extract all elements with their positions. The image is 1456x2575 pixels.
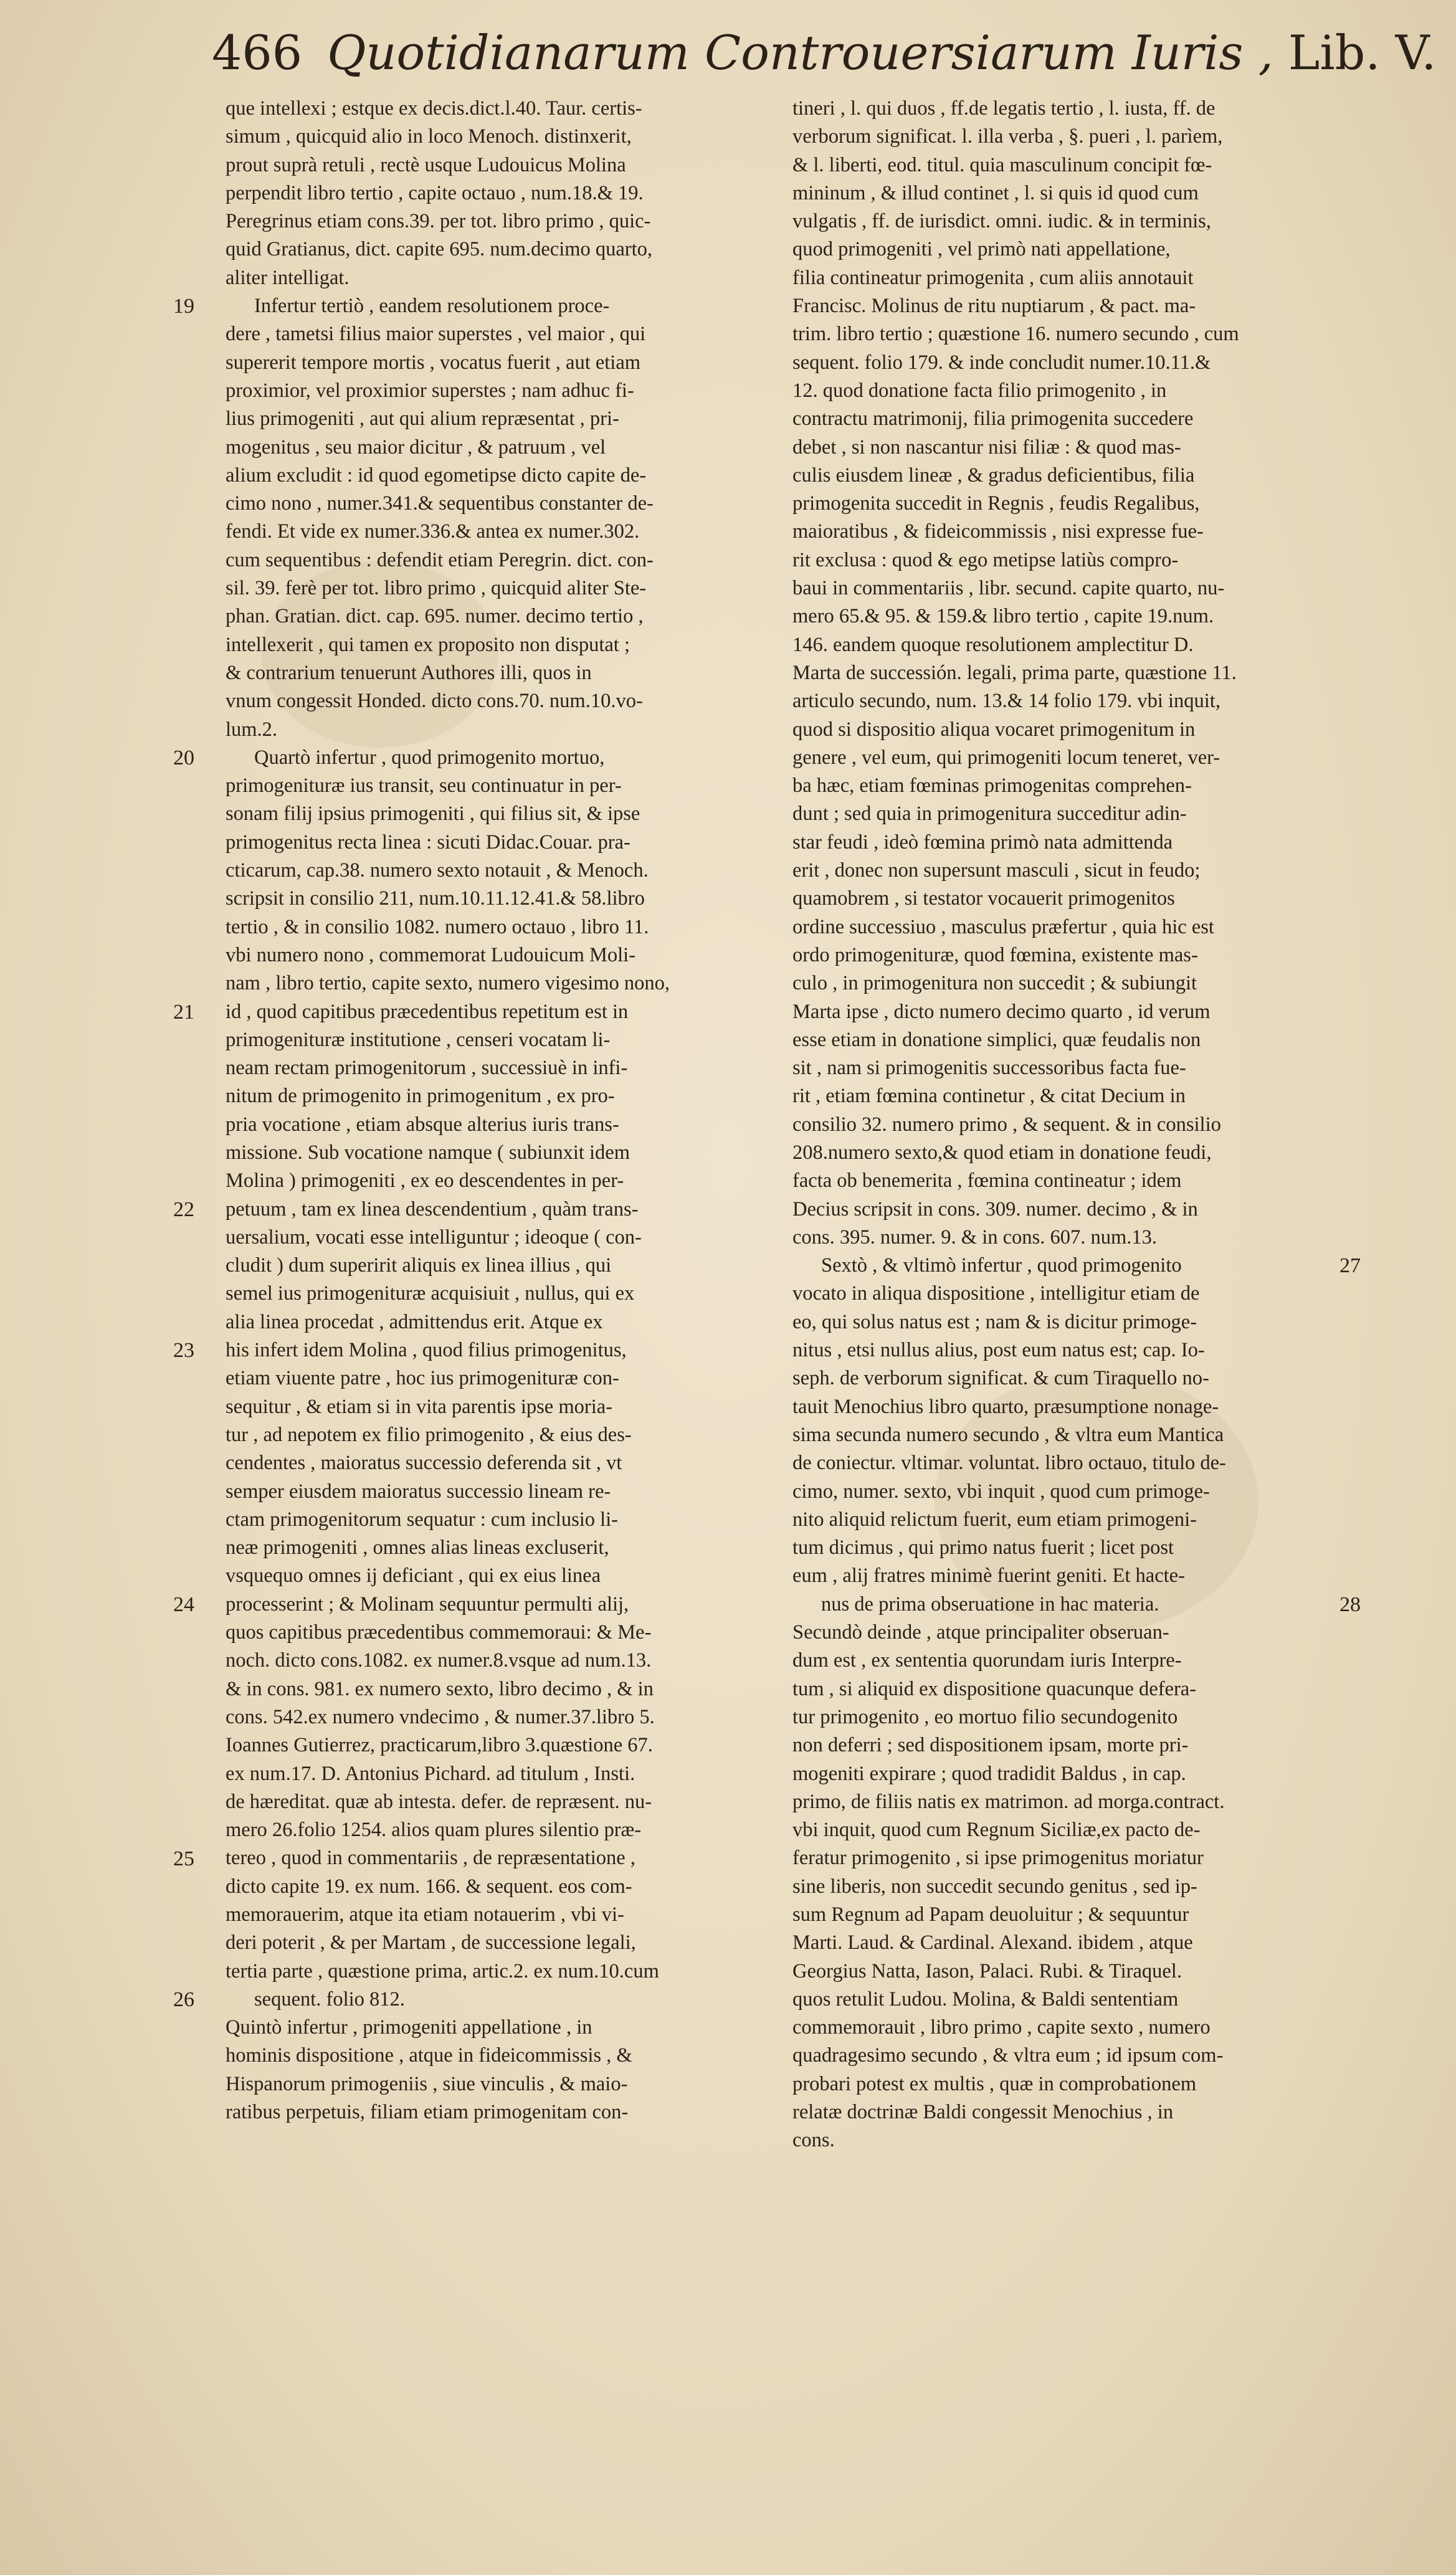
text-line: commemorauit , libro primo , capite sexto , numero [792, 2016, 1211, 2039]
margin-paragraph-number: 23 [173, 1339, 194, 1363]
text-line: verborum significat. l. illa verba , §. pueri , l. parìem, [792, 125, 1223, 148]
text-line: primogenita succedit in Regnis , feudis Regalibus, [792, 492, 1200, 515]
text-line: Decius scripsit in cons. 309. numer. decimo , & in [792, 1197, 1198, 1221]
text-line: & in cons. 981. ex numero sexto, libro decimo , & in [226, 1677, 654, 1700]
text-line: cons. 542.ex numero vndecimo , & numer.37.libro 5. [226, 1705, 655, 1728]
text-line: mogeniti expirare ; quod tradidit Baldus , in cap. [792, 1762, 1186, 1785]
running-header [212, 25, 1437, 93]
text-line: quos capitibus præcedentibus commemoraui: & Me- [226, 1621, 652, 1644]
text-line: culis eiusdem lineæ , & gradus deficientibus, filia [792, 464, 1195, 487]
text-line: uersalium, vocati esse intelliguntur ; ideoque ( con- [226, 1226, 642, 1249]
text-line: Hispanorum primogeniis , siue vinculis , & maio- [226, 2072, 628, 2095]
text-line: maioratibus , & fideicommissis , nisi expresse fue- [792, 520, 1204, 543]
text-line: sequent. folio 179. & inde concludit numer.10.11.& [792, 351, 1211, 374]
text-line: feratur primogenito , si ipse primogenitus moriatur [792, 1847, 1204, 1870]
text-line: sequitur , & etiam si in vita parentis ipse moria- [226, 1395, 612, 1418]
text-line: missione. Sub vocatione namque ( subiunxit idem [226, 1141, 630, 1164]
text-line: supererit tempore mortis , vocatus fuerit , aut etiam [226, 351, 641, 374]
text-line: Marti. Laud. & Cardinal. Alexand. ibidem , atque [792, 1931, 1193, 1954]
text-line: articulo secundo, num. 13.& 14 folio 179. vbi inquit, [792, 690, 1220, 713]
running-title: Quotidianarum Controuersiarum Iuris , [327, 25, 1273, 80]
text-line: neæ primogeniti , omnes alias lineas excluserit, [226, 1536, 609, 1559]
right-text-column [792, 95, 1328, 2155]
text-line: quamobrem , si testator vocauerit primogenitos [792, 887, 1175, 910]
text-line: Molina ) primogeniti , ex eo descendentes in per- [226, 1169, 624, 1192]
text-line: star feudi , ideò fœmina primò nata admittenda [792, 831, 1173, 854]
text-line: cticarum, cap.38. numero sexto notauit , & Menoch. [226, 859, 649, 882]
text-line: noch. dicto cons.1082. ex numer.8.vsque ad num.13. [226, 1649, 652, 1672]
margin-paragraph-number: 20 [173, 746, 194, 769]
text-line: cludit ) dum superirit aliquis ex linea illius , qui [226, 1254, 612, 1277]
text-line: hominis dispositione , atque in fideicommissis , & [226, 2044, 632, 2067]
margin-paragraph-number: 26 [173, 1988, 194, 2012]
text-line: ratibus perpetuis, filiam etiam primogenitam con- [226, 2101, 629, 2124]
text-line: lius primogeniti , aut qui alium repræsentat , pri- [226, 407, 619, 431]
text-line: neam rectam primogenitorum , successiuè in infi- [226, 1057, 628, 1080]
text-line: de coniectur. vltimar. voluntat. libro octauo, titulo de- [792, 1452, 1226, 1475]
text-line: primo, de filiis natis ex matrimon. ad morga.contract. [792, 1790, 1225, 1813]
text-line: dum est , ex sententia quorundam iuris Interpre- [792, 1649, 1182, 1672]
text-line: Quintò infertur , primogeniti appellatione , in [226, 2016, 592, 2039]
text-line: trim. libro tertio ; quæstione 16. numero secundo , cum [792, 323, 1239, 346]
text-line: cum sequentibus : defendit etiam Peregrin. dict. con- [226, 548, 654, 571]
text-line: dunt ; sed quia in primogenitura succeditur adin- [792, 802, 1187, 826]
text-line: contractu matrimonij, filia primogenita succedere [792, 407, 1194, 431]
text-line: dere , tametsi filius maior superstes , vel maior , qui [226, 323, 646, 346]
text-line: pria vocatione , etiam absque alterius iuris trans- [226, 1113, 619, 1136]
text-line: quod primogeniti , vel primò nati appellatione, [792, 238, 1171, 261]
text-line: deri poterit , & per Martam , de successione legali, [226, 1931, 636, 1954]
margin-paragraph-number: 25 [173, 1847, 194, 1870]
text-line: vsquequo omnes ij deficiant , qui ex eius linea [226, 1564, 601, 1587]
text-line: Peregrinus etiam cons.39. per tot. libro primo , quic- [226, 210, 651, 233]
text-line: culo , in primogenitura non succedit ; & subiungit [792, 972, 1197, 995]
text-line: consilio 32. numero primo , & sequent. & in consilio [792, 1113, 1221, 1136]
text-line: facta ob benemerita , fœmina contineatur ; idem [792, 1169, 1182, 1192]
text-line: etiam viuente patre , hoc ius primogenituræ con- [226, 1367, 619, 1390]
text-line: & l. liberti, eod. titul. quia masculinum concipit fœ- [792, 153, 1212, 176]
text-line: cimo, numer. sexto, vbi inquit , quod cum primoge- [792, 1480, 1210, 1503]
text-line: nus de prima obseruatione in hac materia. [821, 1592, 1159, 1616]
text-line: tertia parte , quæstione prima, artic.2. ex num.10.cum [226, 1959, 659, 1982]
text-line: cimo nono , numer.341.& sequentibus constanter de- [226, 492, 654, 515]
text-line: tertio , & in consilio 1082. numero octauo , libro 11. [226, 915, 649, 938]
margin-paragraph-number: 19 [173, 295, 194, 318]
text-line: cons. [792, 2129, 835, 2152]
text-line: sum Regnum ad Papam deuoluitur ; & sequuntur [792, 1903, 1189, 1926]
book-number: Lib. V. [1288, 25, 1437, 80]
text-line: tauit Menochius libro quarto, præsumptione nonage- [792, 1395, 1219, 1418]
text-line: 12. quod donatione facta filio primogenito , in [792, 379, 1167, 402]
text-line: genere , vel eum, qui primogeniti locum teneret, ver- [792, 746, 1220, 769]
text-line: Francisc. Molinus de ritu nuptiarum , & pact. ma- [792, 295, 1196, 318]
text-line: rit , etiam fœmina continetur , & citat Decium in [792, 1085, 1186, 1108]
text-line: seph. de verborum significat. & cum Tiraquello no- [792, 1367, 1209, 1390]
text-line: phan. Gratian. dict. cap. 695. numer. decimo tertio , [226, 605, 644, 628]
text-line: mero 26.folio 1254. alios quam plures silentio præ- [226, 1819, 642, 1842]
text-line: cons. 395. numer. 9. & in cons. 607. num.13. [792, 1226, 1157, 1249]
text-line: processerint ; & Molinam sequuntur permulti alij, [226, 1592, 629, 1616]
text-line: cendentes , maioratus successio deferenda sit , vt [226, 1452, 622, 1475]
text-line: sit , nam si primogenitis successoribus facta fue- [792, 1057, 1186, 1080]
text-line: primogenituræ institutione , censeri vocatam li- [226, 1028, 611, 1051]
text-line: ba hæc, etiam fœminas primogenitas comprehen- [792, 774, 1192, 797]
text-line: sonam filij ipsius primogeniti , qui filius sit, & ipse [226, 802, 640, 826]
text-line: de hæreditat. quæ ab intesta. defer. de repræsent. nu- [226, 1790, 652, 1813]
text-line: 146. eandem quoque resolutionem amplectitur D. [792, 633, 1194, 656]
text-line: mero 65.& 95. & 159.& libro tertio , capite 19.num. [792, 605, 1214, 628]
text-line: nitus , etsi nullus alius, post eum natus est; cap. Io- [792, 1339, 1205, 1362]
left-text-column [226, 95, 761, 2126]
text-line: Quartò infertur , quod primogenito mortuo, [254, 746, 605, 769]
text-line: erit , donec non supersunt masculi , sicut in feudo; [792, 859, 1201, 882]
text-line: Secundò deinde , atque principaliter obseruan- [792, 1621, 1169, 1644]
text-line: quid Gratianus, dict. capite 695. num.decimo quarto, [226, 238, 653, 261]
text-line: petuum , tam ex linea descendentium , quàm trans- [226, 1197, 639, 1221]
margin-paragraph-number: 27 [1339, 1254, 1361, 1278]
text-line: prout suprà retuli , rectè usque Ludouicus Molina [226, 153, 626, 176]
text-line: fendi. Et vide ex numer.336.& antea ex numer.302. [226, 520, 640, 543]
text-line: nitum de primogenito in primogenitum , ex pro- [226, 1085, 615, 1108]
text-line: dicto capite 19. ex num. 166. & sequent. eos com- [226, 1875, 632, 1898]
text-line: probari potest ex multis , quæ in comprobationem [792, 2072, 1197, 2095]
text-line: quos retulit Ludou. Molina, & Baldi sententiam [792, 1987, 1179, 2011]
text-line: primogenituræ ius transit, seu continuatur in per- [226, 774, 622, 797]
text-line: mogenitus , seu maior dicitur , & patruum , vel [226, 436, 606, 459]
margin-paragraph-number: 21 [173, 1000, 194, 1024]
text-line: non deferri ; sed dispositionem ipsam, morte pri- [792, 1734, 1189, 1757]
text-line: his infert idem Molina , quod filius primogenitus, [226, 1339, 627, 1362]
text-line: semper eiusdem maioratus successio lineam re- [226, 1480, 611, 1503]
text-line: sima secunda numero secundo , & vltra eum Mantica [792, 1423, 1224, 1446]
text-line: Georgius Natta, Iason, Palaci. Rubi. & Tiraquel. [792, 1959, 1182, 1982]
page-number: 466 [212, 25, 303, 80]
text-line: vulgatis , ff. de iurisdict. omni. iudic. & in terminis, [792, 210, 1211, 233]
text-line: proximior, vel proximior superstes ; nam adhuc fi- [226, 379, 634, 402]
text-line: alia linea procedat , admittendus erit. Atque ex [226, 1310, 603, 1333]
text-line: intellexerit , qui tamen ex proposito non disputat ; [226, 633, 630, 656]
text-line: vbi inquit, quod cum Regnum Siciliæ,ex pacto de- [792, 1819, 1201, 1842]
text-line: quod si dispositio aliqua vocaret primogenitum in [792, 718, 1196, 741]
text-line: filia contineatur primogenita , cum aliis annotauit [792, 266, 1194, 289]
text-line: semel ius primogenituræ acquisiuit , nullus, qui ex [226, 1282, 635, 1305]
text-line: tur , ad nepotem ex filio primogenito , & eius des- [226, 1423, 632, 1446]
text-line: vbi numero nono , commemorat Ludouicum Moli- [226, 943, 636, 966]
text-line: esse etiam in donatione simplici, quæ feudalis non [792, 1028, 1201, 1051]
text-line: simum , quicquid alio in loco Menoch. distinxerit, [226, 125, 632, 148]
text-line: eo, qui solus natus est ; nam & is dicitur primoge- [792, 1310, 1197, 1333]
text-line: ordo primogenituræ, quod fœmina, existente mas- [792, 943, 1198, 966]
text-line: rit exclusa : quod & ego metipse latiùs compro- [792, 548, 1179, 571]
text-line: tum , si aliquid ex dispositione quacunque defera- [792, 1677, 1197, 1700]
text-line: Ioannes Gutierrez, practicarum,libro 3.quæstione 67. [226, 1734, 653, 1757]
text-line: ordine successiuo , masculus præfertur , quia hic est [792, 915, 1214, 938]
text-line: debet , si non nascantur nisi filiæ : & quod mas- [792, 436, 1181, 459]
text-line: ex num.17. D. Antonius Pichard. ad titulum , Insti. [226, 1762, 635, 1785]
text-line: primogenitus recta linea : sicuti Didac.Couar. pra- [226, 831, 630, 854]
text-line: tum dicimus , qui primo natus fuerit ; licet post [792, 1536, 1174, 1559]
margin-paragraph-number: 22 [173, 1197, 194, 1221]
text-line: memorauerim, atque ita etiam notauerim , vbi vi- [226, 1903, 624, 1926]
text-line: lum.2. [226, 718, 278, 741]
text-line: ctam primogenitorum sequatur : cum inclusio li- [226, 1508, 619, 1531]
text-line: baui in commentariis , libr. secund. capite quarto, nu- [792, 577, 1225, 600]
text-line: mininum , & illud continet , l. si quis id quod cum [792, 181, 1199, 204]
text-line: & contrarium tenuerunt Authores illi, quos in [226, 661, 592, 684]
text-line: quadragesimo secundo , & vltra eum ; id ipsum com- [792, 2044, 1224, 2067]
text-line: tur primogenito , eo mortuo filio secundogenito [792, 1705, 1178, 1728]
text-line: aliter intelligat. [226, 266, 350, 289]
text-line: Infertur tertiò , eandem resolutionem proce- [254, 295, 610, 318]
margin-paragraph-number: 28 [1339, 1592, 1361, 1616]
text-line: perpendit libro tertio , capite octauo , num.18.& 19. [226, 181, 644, 204]
text-line: tereo , quod in commentariis , de repræsentatione , [226, 1847, 635, 1870]
text-line: que intellexi ; estque ex decis.dict.l.40. Taur. certis- [226, 97, 642, 120]
text-line: alium excludit : id quod egometipse dicto capite de- [226, 464, 647, 487]
text-line: sil. 39. ferè per tot. libro primo , quicquid aliter Ste- [226, 577, 647, 600]
text-line: eum , alij fratres minimè fuerint geniti. Et hacte- [792, 1564, 1185, 1587]
text-line: nam , libro tertio, capite sexto, numero vigesimo nono, [226, 972, 670, 995]
text-line: vocato in aliqua dispositione , intelligitur etiam de [792, 1282, 1200, 1305]
text-line: Marta ipse , dicto numero decimo quarto , id verum [792, 1000, 1211, 1023]
text-line: sequent. folio 812. [254, 1987, 405, 2011]
text-line: scripsit in consilio 211, num.10.11.12.41.& 58.libro [226, 887, 645, 910]
text-line: 208.numero sexto,& quod etiam in donatione feudi, [792, 1141, 1212, 1164]
margin-paragraph-number: 24 [173, 1592, 194, 1616]
text-line: Marta de successión. legali, prima parte, quæstione 11. [792, 661, 1237, 684]
text-line: vnum congessit Honded. dicto cons.70. num.10.vo- [226, 690, 643, 713]
text-line: tineri , l. qui duos , ff.de legatis tertio , l. iusta, ff. de [792, 97, 1216, 120]
text-line: nito aliquid relictum fuerit, eum etiam primogeni- [792, 1508, 1197, 1531]
text-line: relatæ doctrinæ Baldi congessit Menochius , in [792, 2101, 1174, 2124]
text-line: Sextò , & vltimò infertur , quod primogenito [821, 1254, 1182, 1277]
text-line: id , quod capitibus præcedentibus repetitum est in [226, 1000, 629, 1023]
text-line: sine liberis, non succedit secundo genitus , sed ip- [792, 1875, 1197, 1898]
